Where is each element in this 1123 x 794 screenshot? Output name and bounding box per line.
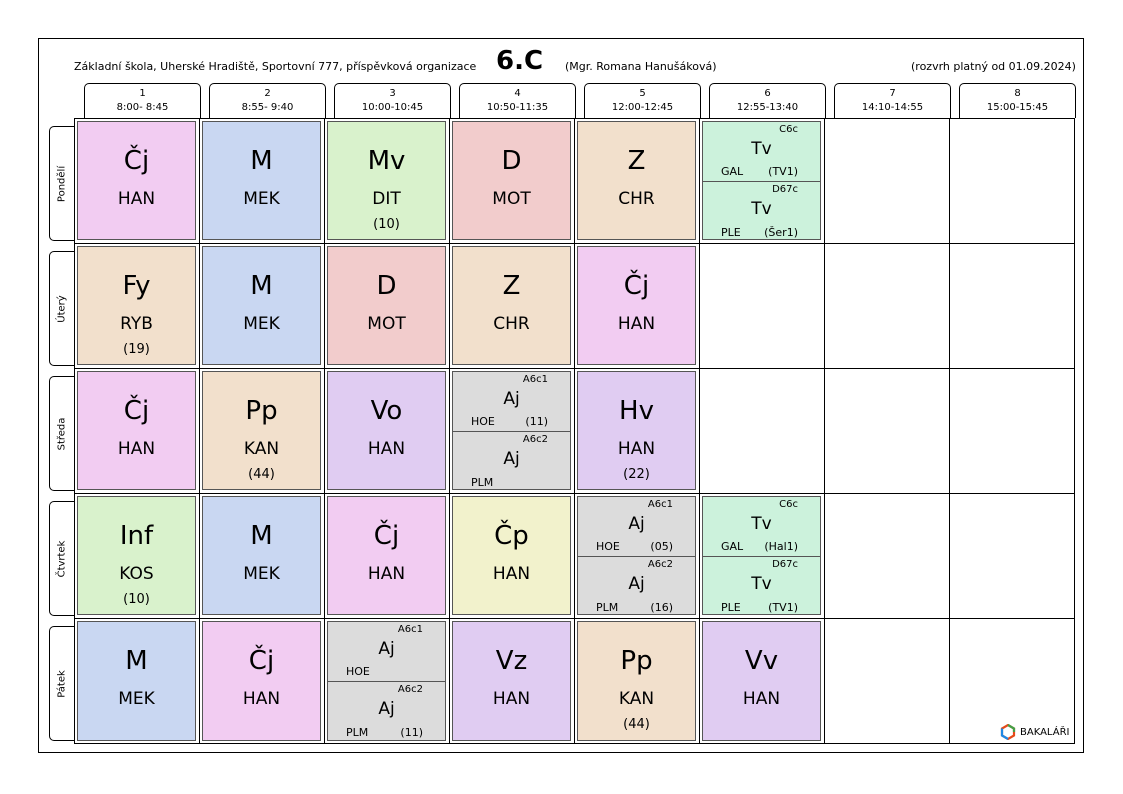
- row-divider: [74, 618, 1075, 619]
- subject: Tv: [751, 199, 772, 219]
- lesson-cell: [452, 371, 571, 490]
- lesson-cell: [702, 621, 821, 741]
- period-time: 12:00-12:45: [611, 102, 674, 113]
- day-label-1: [49, 126, 74, 241]
- column-divider: [699, 118, 700, 744]
- column-divider: [449, 118, 450, 744]
- subject: Čj: [123, 146, 150, 176]
- period-time: 12:55-13:40: [736, 102, 799, 113]
- lesson-cell: [702, 121, 821, 240]
- lesson-cell: [77, 371, 196, 490]
- subject: Hv: [619, 396, 654, 426]
- day-name: Úterý: [56, 294, 68, 323]
- subject: Aj: [378, 639, 395, 659]
- subject: M: [250, 146, 273, 176]
- teacher: MOT: [367, 314, 406, 334]
- period-time: 8:00- 8:45: [116, 102, 169, 113]
- teacher: GAL: [721, 165, 744, 178]
- column-divider: [949, 118, 950, 744]
- subject: Čj: [623, 271, 650, 301]
- period-number: 5: [639, 88, 646, 99]
- period-header-7: [834, 83, 951, 118]
- lesson-cell: [577, 121, 696, 240]
- group-code: A6c1: [397, 624, 423, 635]
- teacher: HAN: [742, 689, 781, 709]
- school-name: Základní škola, Uherské Hradiště, Sportovní 777, příspěvková organizace: [74, 60, 477, 73]
- teacher: RYB: [120, 314, 153, 334]
- subject: Čj: [373, 521, 400, 551]
- room: (11): [400, 726, 423, 739]
- teacher: MEK: [118, 689, 155, 709]
- group-code: C6c: [779, 124, 798, 135]
- subject: D: [376, 271, 397, 301]
- lesson-cell: [577, 371, 696, 490]
- lesson-cell: [452, 621, 571, 741]
- period-header-3: [334, 83, 451, 118]
- lesson-cell: [327, 371, 446, 490]
- lesson-cell: [577, 246, 696, 365]
- period-number: 2: [264, 88, 271, 99]
- teacher: MEK: [243, 314, 280, 334]
- subject: D: [501, 146, 522, 176]
- group-lesson: [578, 557, 695, 617]
- room: (TV1): [768, 601, 798, 614]
- room: (11): [525, 415, 548, 428]
- lesson-cell: [202, 371, 321, 490]
- teacher: PLM: [596, 601, 619, 614]
- period-time: 10:50-11:35: [486, 102, 549, 113]
- class-teacher: (Mgr. Romana Hanušáková): [565, 60, 717, 73]
- period-time: 8:55- 9:40: [241, 102, 294, 113]
- subject: Fy: [122, 271, 151, 301]
- subject: Mv: [367, 146, 406, 176]
- period-time: 14:10-14:55: [861, 102, 924, 113]
- teacher: MEK: [243, 564, 280, 584]
- period-header-8: [959, 83, 1076, 118]
- period-number: 8: [1014, 88, 1021, 99]
- lesson-cell: [702, 496, 821, 615]
- teacher: KAN: [618, 689, 655, 709]
- subject: Z: [627, 146, 646, 176]
- row-divider: [74, 368, 1075, 369]
- lesson-cell: [327, 121, 446, 240]
- teacher: HOE: [596, 540, 620, 553]
- row-divider: [74, 243, 1075, 244]
- group-lesson: [703, 122, 820, 182]
- day-name: Středa: [56, 417, 68, 450]
- teacher: HAN: [117, 189, 156, 209]
- period-header-5: [584, 83, 701, 118]
- subject: Inf: [119, 521, 154, 551]
- subject: Aj: [628, 514, 645, 534]
- group-code: C6c: [779, 499, 798, 510]
- lesson-cell: [327, 246, 446, 365]
- subject: Pp: [245, 396, 278, 426]
- teacher: HOE: [471, 415, 495, 428]
- period-header-2: [209, 83, 326, 118]
- lesson-cell: [77, 621, 196, 741]
- lesson-cell: [77, 121, 196, 240]
- subject: Z: [502, 271, 521, 301]
- group-lesson: [453, 372, 570, 432]
- subject: M: [250, 521, 273, 551]
- column-divider: [824, 118, 825, 744]
- subject: Tv: [751, 514, 772, 534]
- subject: Vv: [744, 646, 779, 676]
- subject: Aj: [378, 699, 395, 719]
- day-name: Čtvrtek: [56, 540, 68, 577]
- group-lesson: [328, 622, 445, 682]
- teacher: HAN: [367, 439, 406, 459]
- lesson-cell: [77, 496, 196, 615]
- teacher: MOT: [492, 189, 531, 209]
- period-header-6: [709, 83, 826, 118]
- subject: Pp: [620, 646, 653, 676]
- teacher: HAN: [367, 564, 406, 584]
- lesson-cell: [577, 621, 696, 741]
- period-number: 6: [764, 88, 771, 99]
- subject: Tv: [751, 574, 772, 594]
- teacher: DIT: [372, 189, 401, 209]
- lesson-cell: [202, 121, 321, 240]
- teacher: KOS: [119, 564, 154, 584]
- subject: Vo: [370, 396, 403, 426]
- teacher: PLM: [471, 476, 494, 489]
- period-header-4: [459, 83, 576, 118]
- lesson-cell: [452, 496, 571, 615]
- teacher: GAL: [721, 540, 744, 553]
- subject: Čj: [248, 646, 275, 676]
- column-divider: [199, 118, 200, 744]
- group-lesson: [703, 497, 820, 557]
- class-title: 6.C: [496, 46, 544, 76]
- bakalari-logo-text: BAKALÁŘI: [1020, 726, 1070, 738]
- subject: Čj: [123, 396, 150, 426]
- room: (Hal1): [764, 540, 798, 553]
- subject: M: [125, 646, 148, 676]
- period-header-1: [84, 83, 201, 118]
- subject: Aj: [503, 389, 520, 409]
- room: (10): [373, 217, 400, 232]
- subject: Čp: [494, 521, 529, 551]
- teacher: PLE: [721, 226, 741, 239]
- day-label-4: [49, 501, 74, 616]
- period-number: 1: [139, 88, 146, 99]
- room: (05): [650, 540, 673, 553]
- group-code: A6c2: [522, 434, 548, 445]
- teacher: HAN: [117, 439, 156, 459]
- day-label-2: [49, 251, 74, 366]
- subject: Vz: [495, 646, 528, 676]
- period-time: 10:00-10:45: [361, 102, 424, 113]
- subject: Aj: [628, 574, 645, 594]
- day-label-5: [49, 626, 74, 741]
- group-lesson: [453, 432, 570, 492]
- lesson-cell: [327, 496, 446, 615]
- group-code: A6c2: [647, 559, 673, 570]
- column-divider: [574, 118, 575, 744]
- teacher: HAN: [492, 564, 531, 584]
- group-lesson: [578, 497, 695, 557]
- teacher: MEK: [243, 189, 280, 209]
- bakalari-logo: [1000, 723, 1069, 741]
- teacher: HAN: [617, 314, 656, 334]
- lesson-cell: [577, 496, 696, 615]
- room: (22): [623, 467, 650, 482]
- period-number: 3: [389, 88, 396, 99]
- subject: Tv: [751, 139, 772, 159]
- lesson-cell: [77, 246, 196, 365]
- lesson-cell: [327, 621, 446, 741]
- room: (10): [123, 592, 150, 607]
- teacher: CHR: [493, 314, 530, 334]
- lesson-cell: [452, 246, 571, 365]
- group-lesson: [328, 682, 445, 742]
- teacher: PLE: [721, 601, 741, 614]
- teacher: KAN: [243, 439, 280, 459]
- validity-note: (rozvrh platný od 01.09.2024): [911, 60, 1076, 73]
- teacher: HAN: [617, 439, 656, 459]
- teacher: PLM: [346, 726, 369, 739]
- lesson-cell: [202, 621, 321, 741]
- group-lesson: [703, 557, 820, 617]
- lesson-cell: [202, 246, 321, 365]
- lesson-cell: [202, 496, 321, 615]
- period-number: 4: [514, 88, 521, 99]
- room: (19): [123, 342, 150, 357]
- group-code: A6c1: [522, 374, 548, 385]
- lesson-cell: [452, 121, 571, 240]
- room: (16): [650, 601, 673, 614]
- group-code: D67c: [772, 184, 798, 195]
- teacher: HAN: [242, 689, 281, 709]
- day-label-3: [49, 376, 74, 491]
- teacher: HAN: [492, 689, 531, 709]
- day-name: Pondělí: [56, 165, 68, 202]
- group-code: A6c2: [397, 684, 423, 695]
- column-divider: [324, 118, 325, 744]
- teacher: HOE: [346, 665, 370, 678]
- room: (44): [623, 717, 650, 732]
- room: (44): [248, 467, 275, 482]
- room: (TV1): [768, 165, 798, 178]
- subject: Aj: [503, 449, 520, 469]
- group-lesson: [703, 182, 820, 242]
- period-number: 7: [889, 88, 896, 99]
- subject: M: [250, 271, 273, 301]
- bakalari-logo-icon: [1000, 724, 1016, 740]
- row-divider: [74, 493, 1075, 494]
- teacher: CHR: [618, 189, 655, 209]
- group-code: D67c: [772, 559, 798, 570]
- room: (Šer1): [764, 226, 798, 239]
- day-name: Pátek: [56, 669, 68, 698]
- group-code: A6c1: [647, 499, 673, 510]
- period-time: 15:00-15:45: [986, 102, 1049, 113]
